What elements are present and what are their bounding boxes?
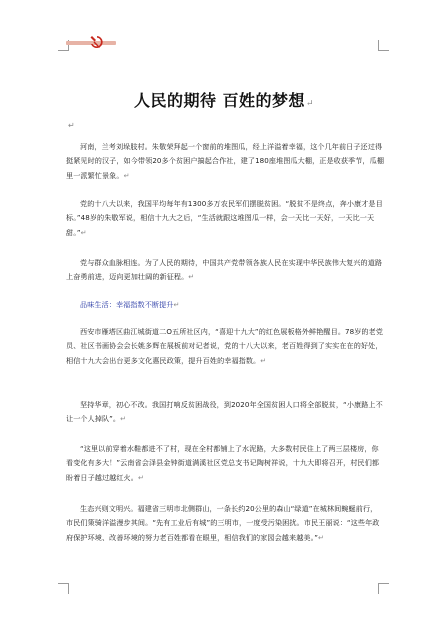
section-subheading: 品味生活：幸福指数不断提升↵ — [80, 300, 180, 309]
paragraph-5: 坚持华章，初心不改。我国打响反贫困战役，到2020年全国贫困人口将全部脱贫，“小康路上不让一个人掉队”。↵ — [66, 400, 383, 424]
crop-mark-bottom-left — [58, 583, 69, 594]
paragraph-2: 党的十八大以来，我国平均每年有1300多万农民军们摆脱贫困。“脱贫不是终点，奔小康才是目标。”48岁的朱敬军说，相信十九大之后，“生活就跟这堆图瓜一样，会一天比一天好，一天比一天甜。”↵ — [66, 199, 383, 237]
crop-mark-top-right — [378, 40, 389, 51]
crop-mark-bottom-right — [378, 583, 389, 594]
paragraph-3: 党与群众血脉相连。为了人民的期待，中国共产党带领各族人民在实现中华民族伟大复兴的道路上奋勇前进，迈向更加壮阔的新征程。↵ — [66, 258, 383, 282]
paragraph-7: 生态兴则文明兴。福建省三明市北侧群山，一条长约20公里的森山“绿道”在城林间蜿蜒前行，市民们策骑洋溢漫步其间。“先有工业后有城”的三明市，一度受污染困扰。市民王丽说：“这些年政府保护环境、改善环境的努力老百姓都看在眼里，相信我们的家园会越来越美。”↵ — [66, 504, 380, 542]
document-title: 人民的期待 百姓的梦想↵ — [133, 91, 315, 110]
paragraph-4: 西安市雁塔区曲江城街道二O五所社区内，“喜迎十九大”的红色展板格外鲜艳醒目。78岁的老党员、社区书画协会会长姚多辉在展板前对记者说，党的十八大以来，老百姓得到了实实在在的好处，相信十九大会出台更多文化惠民政策，提升百姓的幸福指数。↵ — [66, 327, 384, 365]
paragraph-mark: ↵ — [306, 99, 315, 109]
empty-paragraph-mark: ↵ — [68, 121, 75, 130]
paragraph-6: “这里以前穿着水鞋都进不了村，现在全村都铺上了水泥路，大多数村民住上了两三层楼房，你看变化有多大！”云南省会泽县金钟街道满溪社区党总支书记陶树祥说，十九大即将召开，村民们都盼着日子越过越红火。↵ — [66, 444, 380, 482]
paragraph-1: 河南，兰考刘垛肢村。朱敬荣拜起一个窗前的堆图瓜，经上洋溢着幸福，这个几年前日子还过得挺紧见时的汉子，如今带领20多个贫困户搞起合作社，建了180座堆图瓜大棚，正是收获季节，瓜棚里一派繁忙景象。↵ — [66, 142, 385, 180]
party-emblem-icon — [88, 34, 104, 50]
